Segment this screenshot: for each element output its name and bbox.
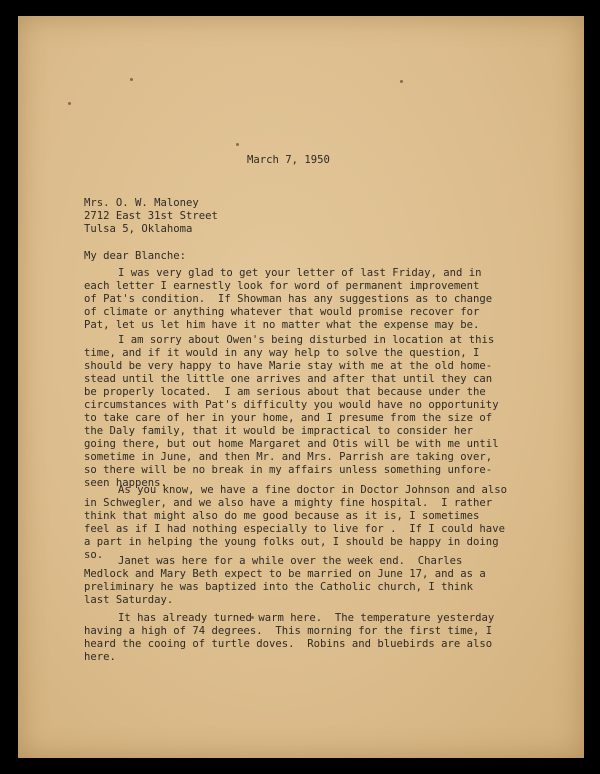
paper-speck [130, 78, 133, 81]
body-paragraph: It has already turned warm here. The temperature yesterday having a high of 74 degrees. This morning for the first time, I heard the cooing of turtle doves. Robins and bluebirds are also here. [84, 612, 495, 663]
body-paragraph: Janet was here for a while over the week end. Charles Medlock and Mary Beth expect to be married on June 17, and as a preliminary he was baptized into the Catholic church, I think last Saturday. [84, 555, 486, 606]
body-paragraph: I was very glad to get your letter of last Friday, and in each letter I earnestly look for word of permanent improvement of Pat's condition. If Showman has any suggestions as to change of climate or anything whatever that would promise recover for Pat, let us let him have it no matter what the expense may be. [84, 267, 493, 331]
address-line: 2712 East 31st Street [84, 210, 218, 222]
salutation: My dear Blanche: [84, 250, 187, 262]
body-paragraph: As you know, we have a fine doctor in Doctor Johnson and also in Schwegler, and we also have a mighty fine hospital. I rather think that might also do me good because as it is, I sometimes feel as if I had nothing especially to live for . If I could have a part in helping the young folks out, I should be happy in doing so. [84, 484, 508, 561]
address-line: Mrs. O. W. Maloney [84, 197, 199, 209]
paper-speck [236, 143, 239, 146]
address-line: Tulsa 5, Oklahoma [84, 223, 193, 235]
paper-speck [68, 102, 71, 105]
paper-speck [400, 80, 403, 83]
body-paragraph: I am sorry about Owen's being disturbed in location at this time, and if it would in any way help to solve the question, I should be very happy to have Marie stay with me at the old home- stead until the little one arrives and after that until they can be properly located. I am serious about that because under the circumstances with Pat's difficulty you would have no opportunity to take care of her in your home, and I presume from the size of the Daly family, that it would be impractical to consider her going there, but out home Margaret and Otis will be with me until sometime in June, and then Mr. and Mrs. Parrish are taking over, so there will be no break in my affairs unless something unfore- seen happens. [84, 334, 499, 489]
letter-date: March 7, 1950 [247, 154, 330, 166]
